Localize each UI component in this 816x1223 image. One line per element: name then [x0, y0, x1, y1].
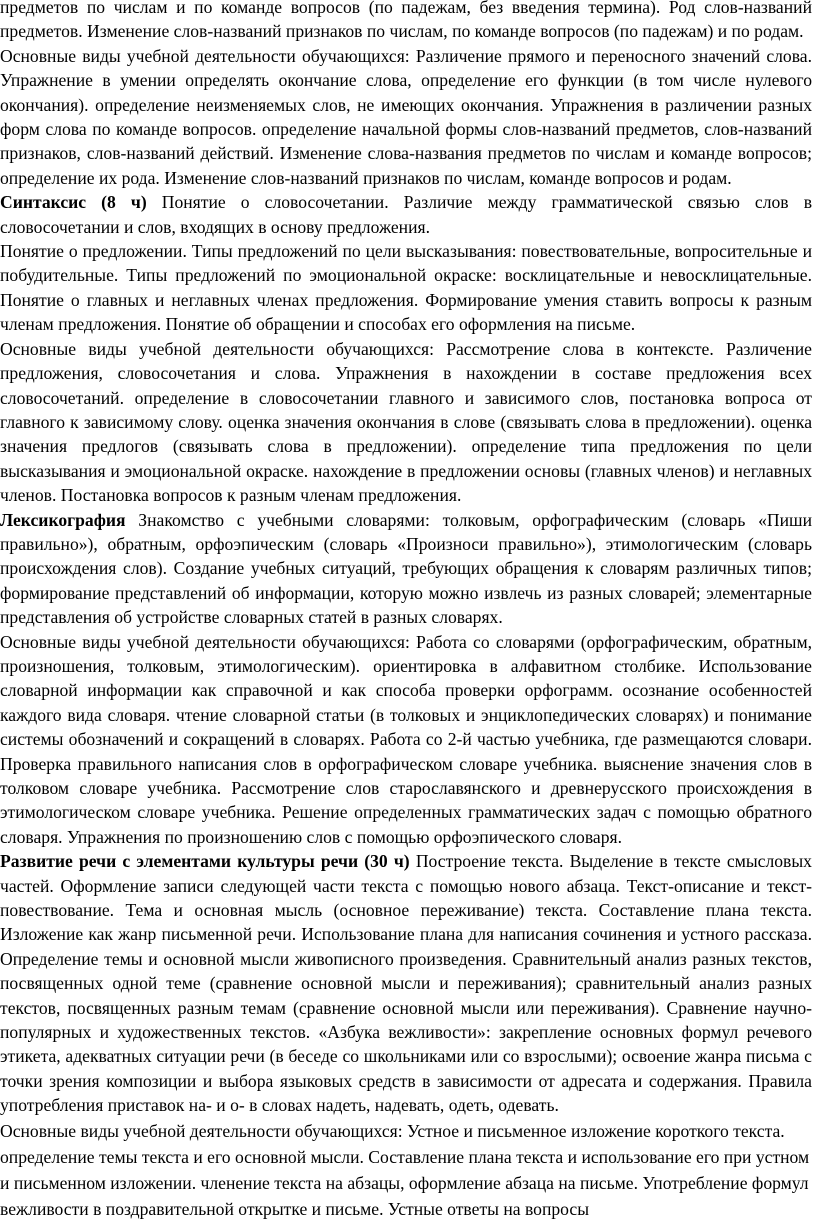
section-heading-lexicography: Лексикография: [0, 509, 126, 530]
paragraph-text: Основные виды учебной деятельности обучающихся: Различение прямого и переносного значений слова. Упражнение в умении определять окончание слова, определение его функции (в том числе нулевого окончания). определение неизменяемых слов, не имеющих окончания. Упражнения в различении разных форм слова по команде вопросов. определение начальной формы слов-названий предметов, слов-названий признаков, слов-названий действий. Изменение слова-названия предметов по числам и команде вопросов; определение их рода. Изменение слов-названий признаков по числам, команде вопросов и родам.: [0, 45, 812, 188]
paragraph-text: Знакомство с учебными словарями: толковым, орфографическим (словарь «Пиши правильно»), обратным, орфоэпическим (словарь «Произноси правильно»), этимологическим (словарь происхождения слов). Создание учебных ситуаций, требующих обращения к словарям различных типов; формирование представлений об информации, которую можно извлечь из разных словарей; элементарные представления об устройстве словарных статей в разных словарях.: [0, 509, 812, 628]
paragraph-text: Понятие о предложении. Типы предложений по цели высказывания: повествовательные, вопросительные и побудительные. Типы предложений по эмоциональной окраске: восклицательные и невосклицательные. Понятие о главных и неглавных членах предложения. Формирование умения ставить вопросы к разным членам предложения. Понятие об обращении и способах его оформления на письме.: [0, 241, 812, 335]
paragraph-noun-declension: [0, 0, 812, 44]
paragraph-syntax: [0, 190, 812, 239]
paragraph-sentence-concept: [0, 239, 812, 337]
section-heading-syntax: Синтаксис (8 ч): [0, 192, 147, 213]
paragraph-text: предметов по числам и по команде вопросов (по падежам, без введения термина). Род слов-названий предметов. Изменение слов-названий признаков по числам, по команде вопросов (по падежам) и по родам.: [0, 0, 812, 42]
paragraph-syntax-activities: [0, 337, 812, 508]
section-heading-speech-development: Развитие речи с элементами культуры речи (30 ч): [0, 851, 410, 872]
paragraph-morphology-activities: [0, 44, 812, 190]
paragraph-lexicography-activities: [0, 630, 812, 850]
paragraph-text: Понятие о словосочетании. Различие между грамматической связью слов в словосочетании и слов, входящих в основу предложения.: [0, 192, 813, 237]
paragraph-text: Основные виды учебной деятельности обучающихся: Работа со словарями (орфографическим, обратным, произношения, толковым, этимологическим). ориентировка в алфавитном столбике. Использование словарной информации как справочной и как способа проверки орфограмм. осознание особенностей каждого вида словаря. чтение словарной статьи (в толковых и энциклопедических словарях) и понимание системы обозначений и сокращений в словарях. Работа со 2-й частью учебника, где размещаются словари. Проверка правильного написания слов в орфографическом словаре учебника. выяснение значения слов в толковом словаре учебника. Рассмотрение слов старославянского и древнерусского происхождения в этимологическом словаре учебника. Решение определенных грамматических задач с помощью обратного словаря. Упражнения по произношению слов с помощью орфоэпического словаря.: [0, 631, 812, 847]
paragraph-text: Основные виды учебной деятельности обучающихся: Рассмотрение слова в контексте. Различение предложения, словосочетания и слова. Упражнения в нахождении в составе предложения всех словосочетаний. определение в словосочетании главного и зависимого слов, постановка вопроса от главного к зависимому слову. оценка значения окончания в слове (связывать слова в предложении). оценка значения предлогов (связывать слова в предложении). определение типа предложения по цели высказывания и эмоциональной окраске. нахождение в предложении основы (главных членов) и неглавных членов. Постановка вопросов к разным членам предложения.: [0, 338, 812, 506]
paragraph-text: Построение текста. Выделение в тексте смысловых частей. Оформление записи следующей части текста с помощью нового абзаца. Текст-описание и текст-повествование. Тема и основная мысль (основное переживание) текста. Составление плана текста. Изложение как жанр письменной речи. Использование плана для написания сочинения и устного рассказа. Определение темы и основной мысли живописного произведения. Сравнительный анализ разных текстов, посвященных одной теме (сравнение основной мысли и переживания); сравнительный анализ разных текстов, посвященных разным темам (сравнение основной мысли или переживания). Сравнение научно-популярных и художественных текстов. «Азбука вежливости»: закрепление основных формул речевого этикета, адекватных ситуации речи (в беседе со школьниками или со взрослыми); освоение жанра письма с точки зрения композиции и выбора языковых средств в зависимости от адресата и содержания. Правила употребления приставок на- и о- в словах надеть, надевать, одеть, одевать.: [0, 851, 812, 1116]
paragraph-speech-development: [0, 849, 812, 1117]
paragraph-speech-activities: [0, 1118, 812, 1223]
paragraph-lexicography: [0, 508, 812, 630]
paragraph-text: Основные виды учебной деятельности обучающихся: Устное и письменное изложение короткого текста. определение темы текста и его основной мысли. Составление плана текста и использование его при устном и письменном изложении. членение текста на абзацы, оформление абзаца на письме. Употребление формул вежливости в поздравительной открытке и письме. Устные ответы на вопросы: [0, 1120, 810, 1220]
